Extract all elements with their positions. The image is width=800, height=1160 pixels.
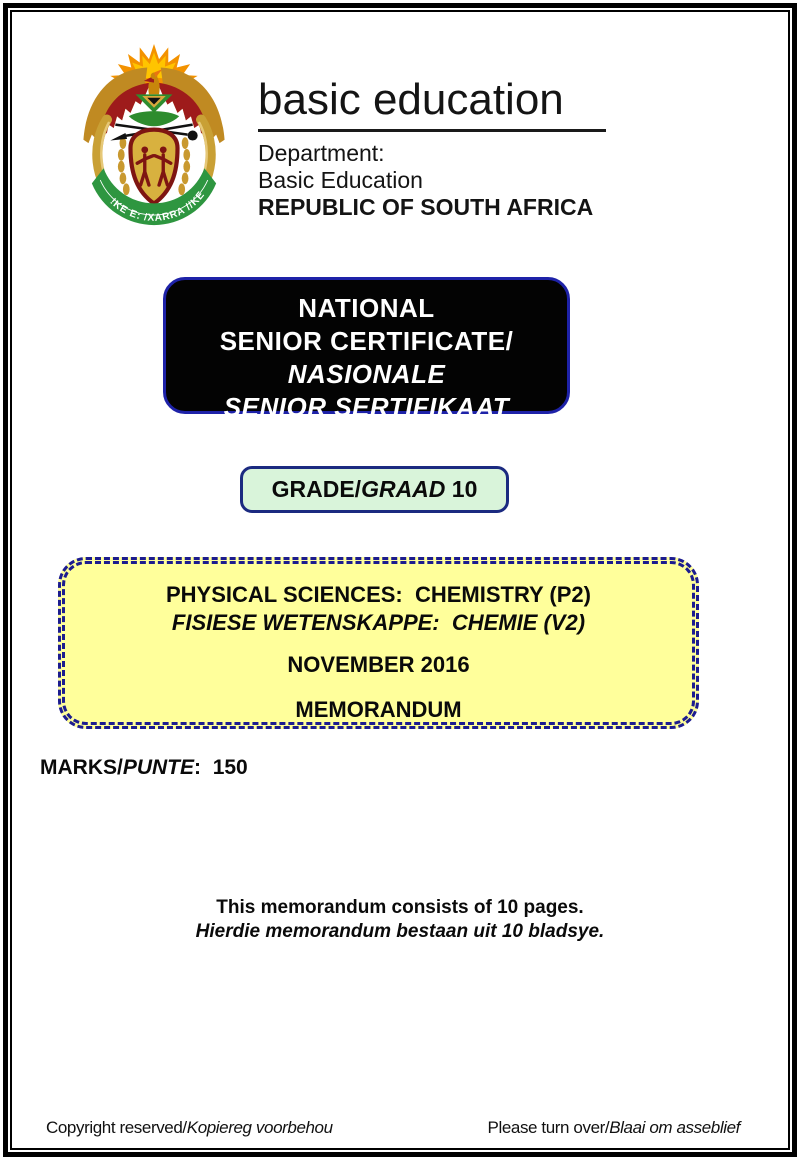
marks-line xyxy=(40,756,248,780)
dept-label: Department: xyxy=(258,140,385,166)
grade-label-af: GRAAD xyxy=(361,476,446,502)
motto-text: !KE E: /XARRA //KE xyxy=(107,189,208,224)
wordmark-underline xyxy=(258,129,606,132)
department-header xyxy=(258,76,606,221)
copyright-notice xyxy=(46,1118,333,1138)
coat-of-arms-logo xyxy=(70,38,238,228)
subject-title-af: FISIESE WETENSKAPPE: CHEMIE (V2) xyxy=(171,610,586,635)
subject-title-en: PHYSICAL SCIENCES: CHEMISTRY (P2) xyxy=(166,582,591,607)
certificate-line: SENIOR CERTIFICATE/ xyxy=(219,326,514,356)
copyright-af: Kopiereg voorbehou xyxy=(186,1118,333,1137)
grade-label-en: GRADE/ xyxy=(271,476,362,502)
certificate-line: NATIONAL xyxy=(298,293,435,323)
grade-box xyxy=(240,466,509,513)
shield-icon xyxy=(130,130,177,204)
grade-value: 10 xyxy=(445,476,478,502)
exam-date: NOVEMBER 2016 xyxy=(287,652,470,677)
subject-box xyxy=(58,557,699,729)
certificate-line-afrikaans: NASIONALE xyxy=(287,359,446,389)
page-count-note xyxy=(0,896,800,944)
certificate-title-box xyxy=(163,277,570,422)
turn-over-notice xyxy=(488,1118,740,1138)
turn-over-en: Please turn over/ xyxy=(487,1118,610,1137)
marks-value: : 150 xyxy=(194,756,248,779)
dept-name: Basic Education xyxy=(258,167,423,193)
dept-country: REPUBLIC OF SOUTH AFRICA xyxy=(258,194,594,220)
marks-label-en: MARKS/ xyxy=(40,756,123,779)
turn-over-af: Blaai om asseblief xyxy=(609,1118,740,1137)
certificate-line-afrikaans: SENIOR SERTIFIKAAT xyxy=(223,392,510,422)
copyright-en: Copyright reserved/ xyxy=(46,1118,187,1137)
wordmark-basic-education: basic education xyxy=(258,75,564,124)
marks-label-af: PUNTE xyxy=(122,756,195,779)
footer xyxy=(46,1118,740,1138)
page-count-en: This memorandum consists of 10 pages. xyxy=(216,897,584,918)
page-count-af: Hierdie memorandum bestaan uit 10 bladsye. xyxy=(195,921,605,942)
document-type: MEMORANDUM xyxy=(295,697,462,722)
